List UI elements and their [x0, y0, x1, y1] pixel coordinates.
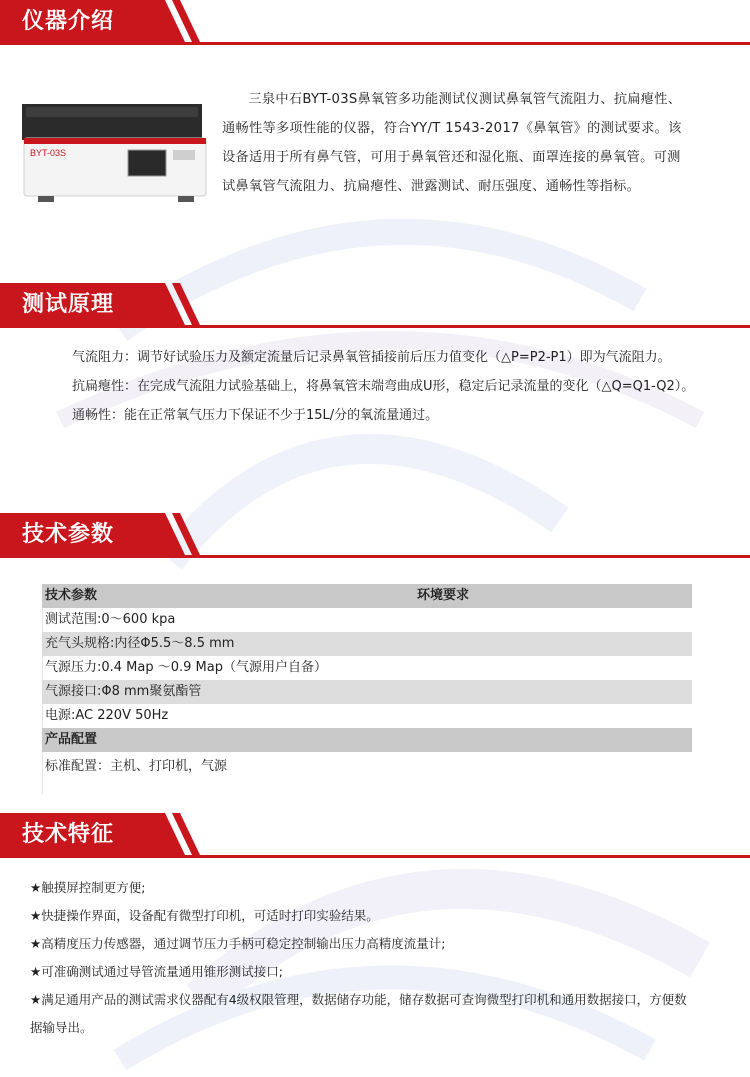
section-title: 技术特征	[22, 822, 115, 847]
table-header-env: 环境要求	[417, 588, 470, 603]
header-underline	[0, 555, 750, 558]
spec-table	[42, 584, 692, 782]
header-underline	[0, 42, 750, 45]
feature-item: ★可准确测试通过导管流量通用锥形测试接口;	[30, 964, 283, 979]
section-header-params	[0, 513, 750, 558]
feature-item: ★触摸屏控制更方便;	[30, 880, 146, 895]
device-brand-label: BYT-03S	[30, 148, 67, 158]
table-row: 气源接口:Φ8 mm聚氨酯管	[42, 680, 692, 704]
config-value-row: 标准配置：主机、打印机，气源	[45, 759, 228, 774]
principle-item: 抗扁瘪性：在完成气流阻力试验基础上，将鼻氧管末端弯曲成U形，稳定后记录流量的变化（△Q=Q1-Q2）。	[72, 379, 695, 394]
section-title: 技术参数	[22, 522, 115, 547]
principle-block	[46, 343, 696, 430]
principle-item: 通畅性：能在正常氧气压力下保证不少于15L/分的氧流量通过。	[72, 408, 439, 423]
section-title: 测试原理	[22, 292, 115, 317]
principle-item: 气流阻力：调节好试验压力及额定流量后记录鼻氧管插接前后压力值变化（△P=P2-P1）即为气流阻力。	[72, 350, 671, 365]
intro-text: 三泉中石BYT-03S鼻氧管多功能测试仪测试鼻氧管气流阻力、抗扁瘪性、通畅性等多项性能的仪器，符合YY/T 1543-2017《鼻氧管》的测试要求。该设备适用于所有鼻气管，可用于鼻氧管还和湿化瓶、面罩连接的鼻氧管。可测试鼻氧管气流阻力、抗扁瘪性、泄露测试、耐压强度、通畅性等指标。	[222, 92, 682, 194]
section-header-intro	[0, 0, 750, 45]
feature-item: ★满足通用产品的测试需求仪器配有4级权限管理，数据储存功能，储存数据可查询微型打印机和通用数据接口，方便数据输导出。	[30, 992, 687, 1035]
intro-paragraph	[222, 85, 692, 201]
features-list	[30, 874, 695, 1042]
table-header-row	[42, 584, 692, 608]
table-row: 电源:AC 220V 50Hz	[45, 708, 169, 723]
header-underline	[0, 325, 750, 328]
table-row: 充气头规格:内径Φ5.5～8.5 mm	[42, 632, 692, 656]
section-header-principle	[0, 283, 750, 328]
table-row: 测试范围:0～600 kpa	[45, 612, 176, 627]
device-image	[18, 98, 213, 208]
config-header-row: 产品配置	[42, 728, 692, 752]
table-row: 气源压力:0.4 Map ～0.9 Map（气源用户自备）	[45, 660, 327, 675]
table-header-params: 技术参数	[45, 588, 98, 603]
section-header-features	[0, 813, 750, 858]
header-underline	[0, 855, 750, 858]
section-title: 仪器介绍	[22, 9, 115, 34]
feature-item: ★高精度压力传感器，通过调节压力手柄可稳定控制输出压力高精度流量计;	[30, 936, 446, 951]
feature-item: ★快捷操作界面，设备配有微型打印机，可适时打印实验结果。	[30, 908, 379, 923]
